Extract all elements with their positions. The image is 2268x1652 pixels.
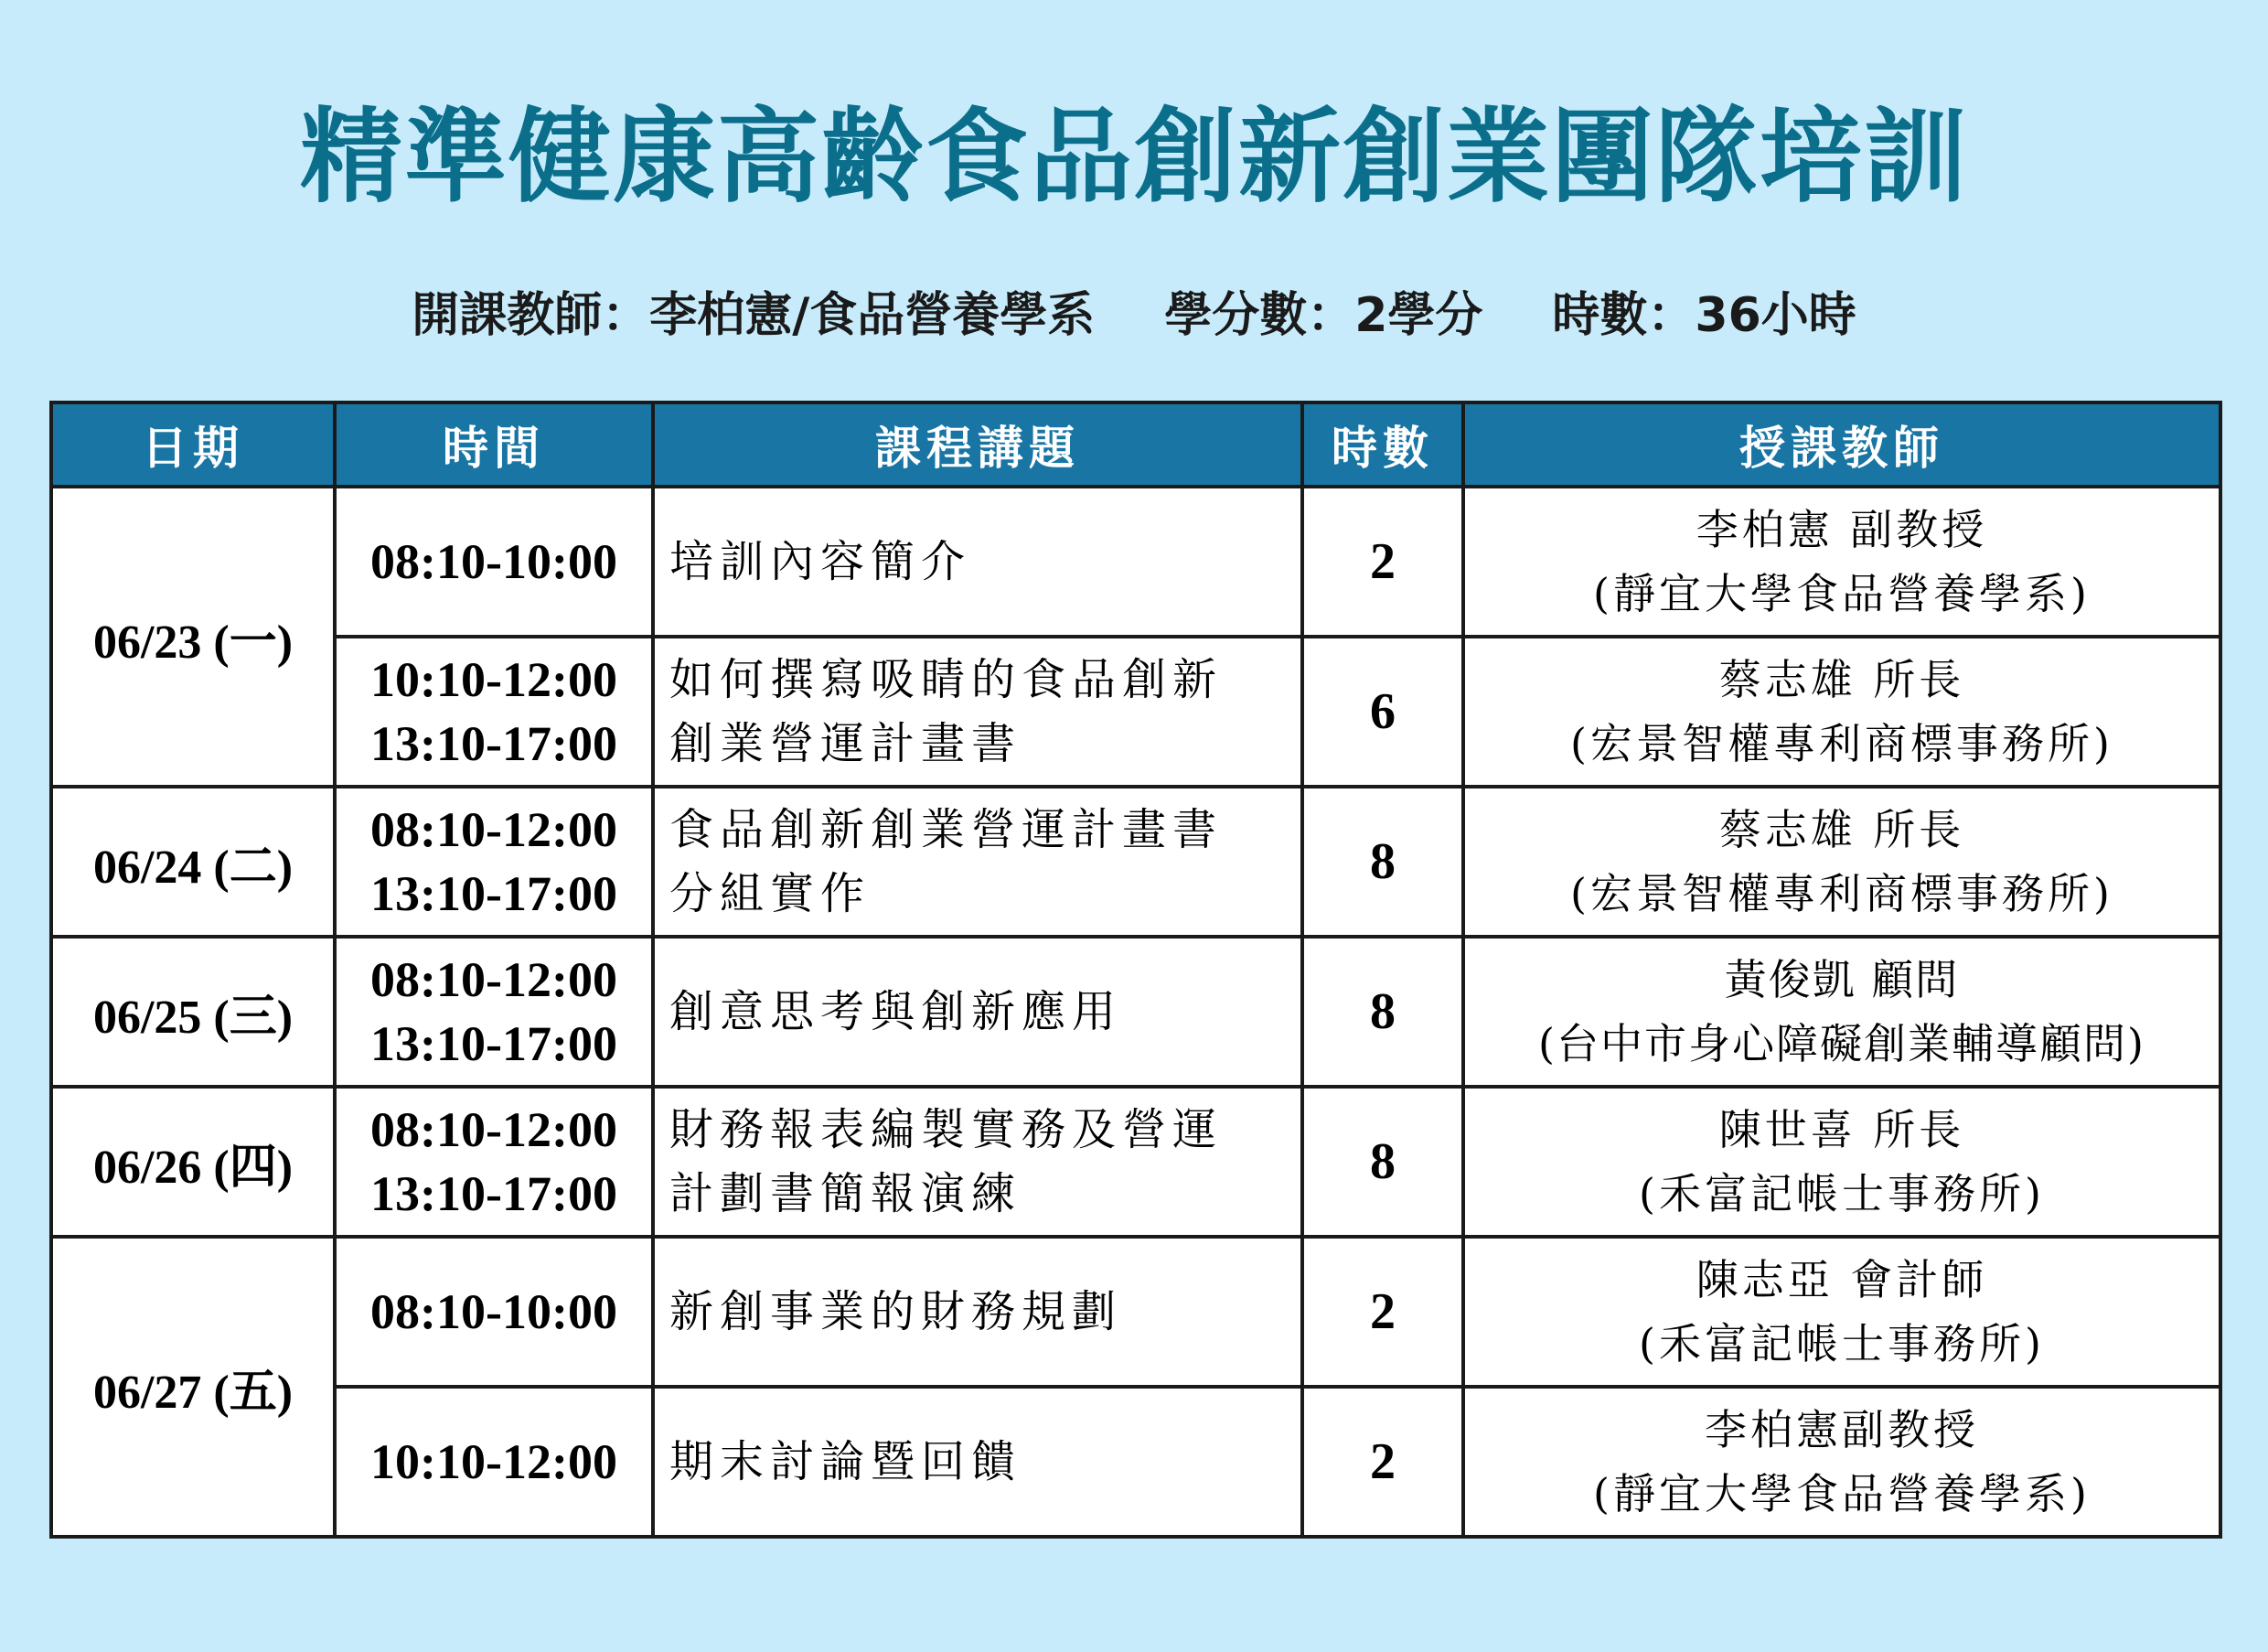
topic-line: 財務報表編製實務及營運 (669, 1104, 1224, 1155)
date-cell: 06/23 (一) (51, 487, 335, 787)
time-line: 08:10-10:00 (370, 534, 617, 589)
teacher-cell (1463, 487, 2220, 637)
topic-cell (653, 1387, 1302, 1537)
time-cell (335, 1387, 653, 1537)
time-line: 10:10-12:00 (370, 1434, 617, 1489)
teacher-cell (1463, 1387, 2220, 1537)
topic-cell (653, 637, 1302, 787)
topic-cell (653, 937, 1302, 1087)
table-row (51, 487, 2220, 637)
header-date: 日期 (51, 402, 335, 487)
table-row (51, 1237, 2220, 1387)
teacher-name: 陳世喜 所長 (1718, 1105, 1965, 1154)
header-topic: 課程講題 (653, 402, 1302, 487)
table-row (51, 637, 2220, 787)
time-line: 08:10-10:00 (370, 1284, 617, 1339)
date-cell: 06/25 (三) (51, 937, 335, 1087)
course-teacher-info: 開課教師：李柏憲/食品營養學系 (412, 288, 1096, 343)
topic-cell (653, 487, 1302, 637)
teacher-affiliation: (靜宜大學食品營養學系) (1593, 1469, 2091, 1518)
teacher-affiliation: (禾富記帳士事務所) (1639, 1169, 2045, 1218)
time-cell (335, 937, 653, 1087)
hours-cell: 8 (1302, 787, 1463, 937)
header-hours: 時數 (1302, 402, 1463, 487)
teacher-name: 李柏憲副教授 (1705, 1405, 1979, 1454)
time-line: 13:10-17:00 (370, 866, 617, 921)
date-cell: 06/27 (五) (51, 1237, 335, 1537)
time-cell (335, 1087, 653, 1237)
hours-cell: 8 (1302, 1087, 1463, 1237)
hours-cell: 2 (1302, 1237, 1463, 1387)
schedule-table (49, 401, 2222, 1539)
teacher-name: 黃俊凱 顧問 (1724, 955, 1960, 1004)
course-credits-info: 學分數：2學分 (1164, 288, 1483, 343)
topic-line: 期末討論暨回饋 (669, 1436, 1022, 1487)
topic-line: 培訓內容簡介 (669, 536, 972, 587)
teacher-cell (1463, 1087, 2220, 1237)
teacher-affiliation: (禾富記帳士事務所) (1639, 1319, 2045, 1368)
teacher-cell (1463, 637, 2220, 787)
time-line: 08:10-12:00 (370, 952, 617, 1007)
teacher-affiliation: (宏景智權專利商標事務所) (1570, 869, 2113, 918)
teacher-name: 陳志亞 會計師 (1696, 1255, 1988, 1304)
header-teacher: 授課教師 (1463, 402, 2220, 487)
teacher-cell (1463, 787, 2220, 937)
table-row (51, 1387, 2220, 1537)
teacher-name: 蔡志雄 所長 (1718, 805, 1965, 854)
topic-line: 計劃書簡報演練 (669, 1168, 1022, 1219)
time-line: 08:10-12:00 (370, 802, 617, 857)
time-cell (335, 637, 653, 787)
topic-line: 分組實作 (669, 868, 872, 919)
topic-line: 創意思考與創新應用 (669, 986, 1123, 1037)
table-row (51, 787, 2220, 937)
time-line: 10:10-12:00 (370, 652, 617, 707)
topic-cell (653, 1237, 1302, 1387)
topic-line: 食品創新創業營運計畫書 (669, 804, 1224, 855)
time-line: 08:10-12:00 (370, 1102, 617, 1157)
course-hours-info: 時數：36小時 (1552, 288, 1856, 343)
time-cell (335, 787, 653, 937)
teacher-cell (1463, 937, 2220, 1087)
hours-cell: 2 (1302, 1387, 1463, 1537)
header-time: 時間 (335, 402, 653, 487)
time-cell (335, 487, 653, 637)
teacher-affiliation: (台中市身心障礙創業輔導顧問) (1538, 1019, 2145, 1068)
table-header-row (51, 402, 2220, 487)
time-line: 13:10-17:00 (370, 1016, 617, 1071)
time-cell (335, 1237, 653, 1387)
teacher-name: 蔡志雄 所長 (1718, 655, 1965, 704)
topic-line: 如何撰寫吸睛的食品創新 (669, 654, 1224, 705)
time-line: 13:10-17:00 (370, 1166, 617, 1221)
teacher-affiliation: (靜宜大學食品營養學系) (1593, 569, 2091, 618)
course-info (0, 274, 2268, 357)
teacher-affiliation: (宏景智權專利商標事務所) (1570, 719, 2113, 768)
table-row (51, 937, 2220, 1087)
page-title: 精準健康高齡食品創新創業團隊培訓 (300, 98, 1968, 217)
date-cell: 06/26 (四) (51, 1087, 335, 1237)
topic-cell (653, 1087, 1302, 1237)
topic-line: 創業營運計畫書 (669, 718, 1022, 769)
teacher-name: 李柏憲 副教授 (1696, 505, 1988, 554)
topic-line: 新創事業的財務規劃 (669, 1286, 1123, 1337)
time-line: 13:10-17:00 (370, 716, 617, 771)
teacher-cell (1463, 1237, 2220, 1387)
date-cell: 06/24 (二) (51, 787, 335, 937)
topic-cell (653, 787, 1302, 937)
table-row (51, 1087, 2220, 1237)
hours-cell: 8 (1302, 937, 1463, 1087)
hours-cell: 2 (1302, 487, 1463, 637)
hours-cell: 6 (1302, 637, 1463, 787)
